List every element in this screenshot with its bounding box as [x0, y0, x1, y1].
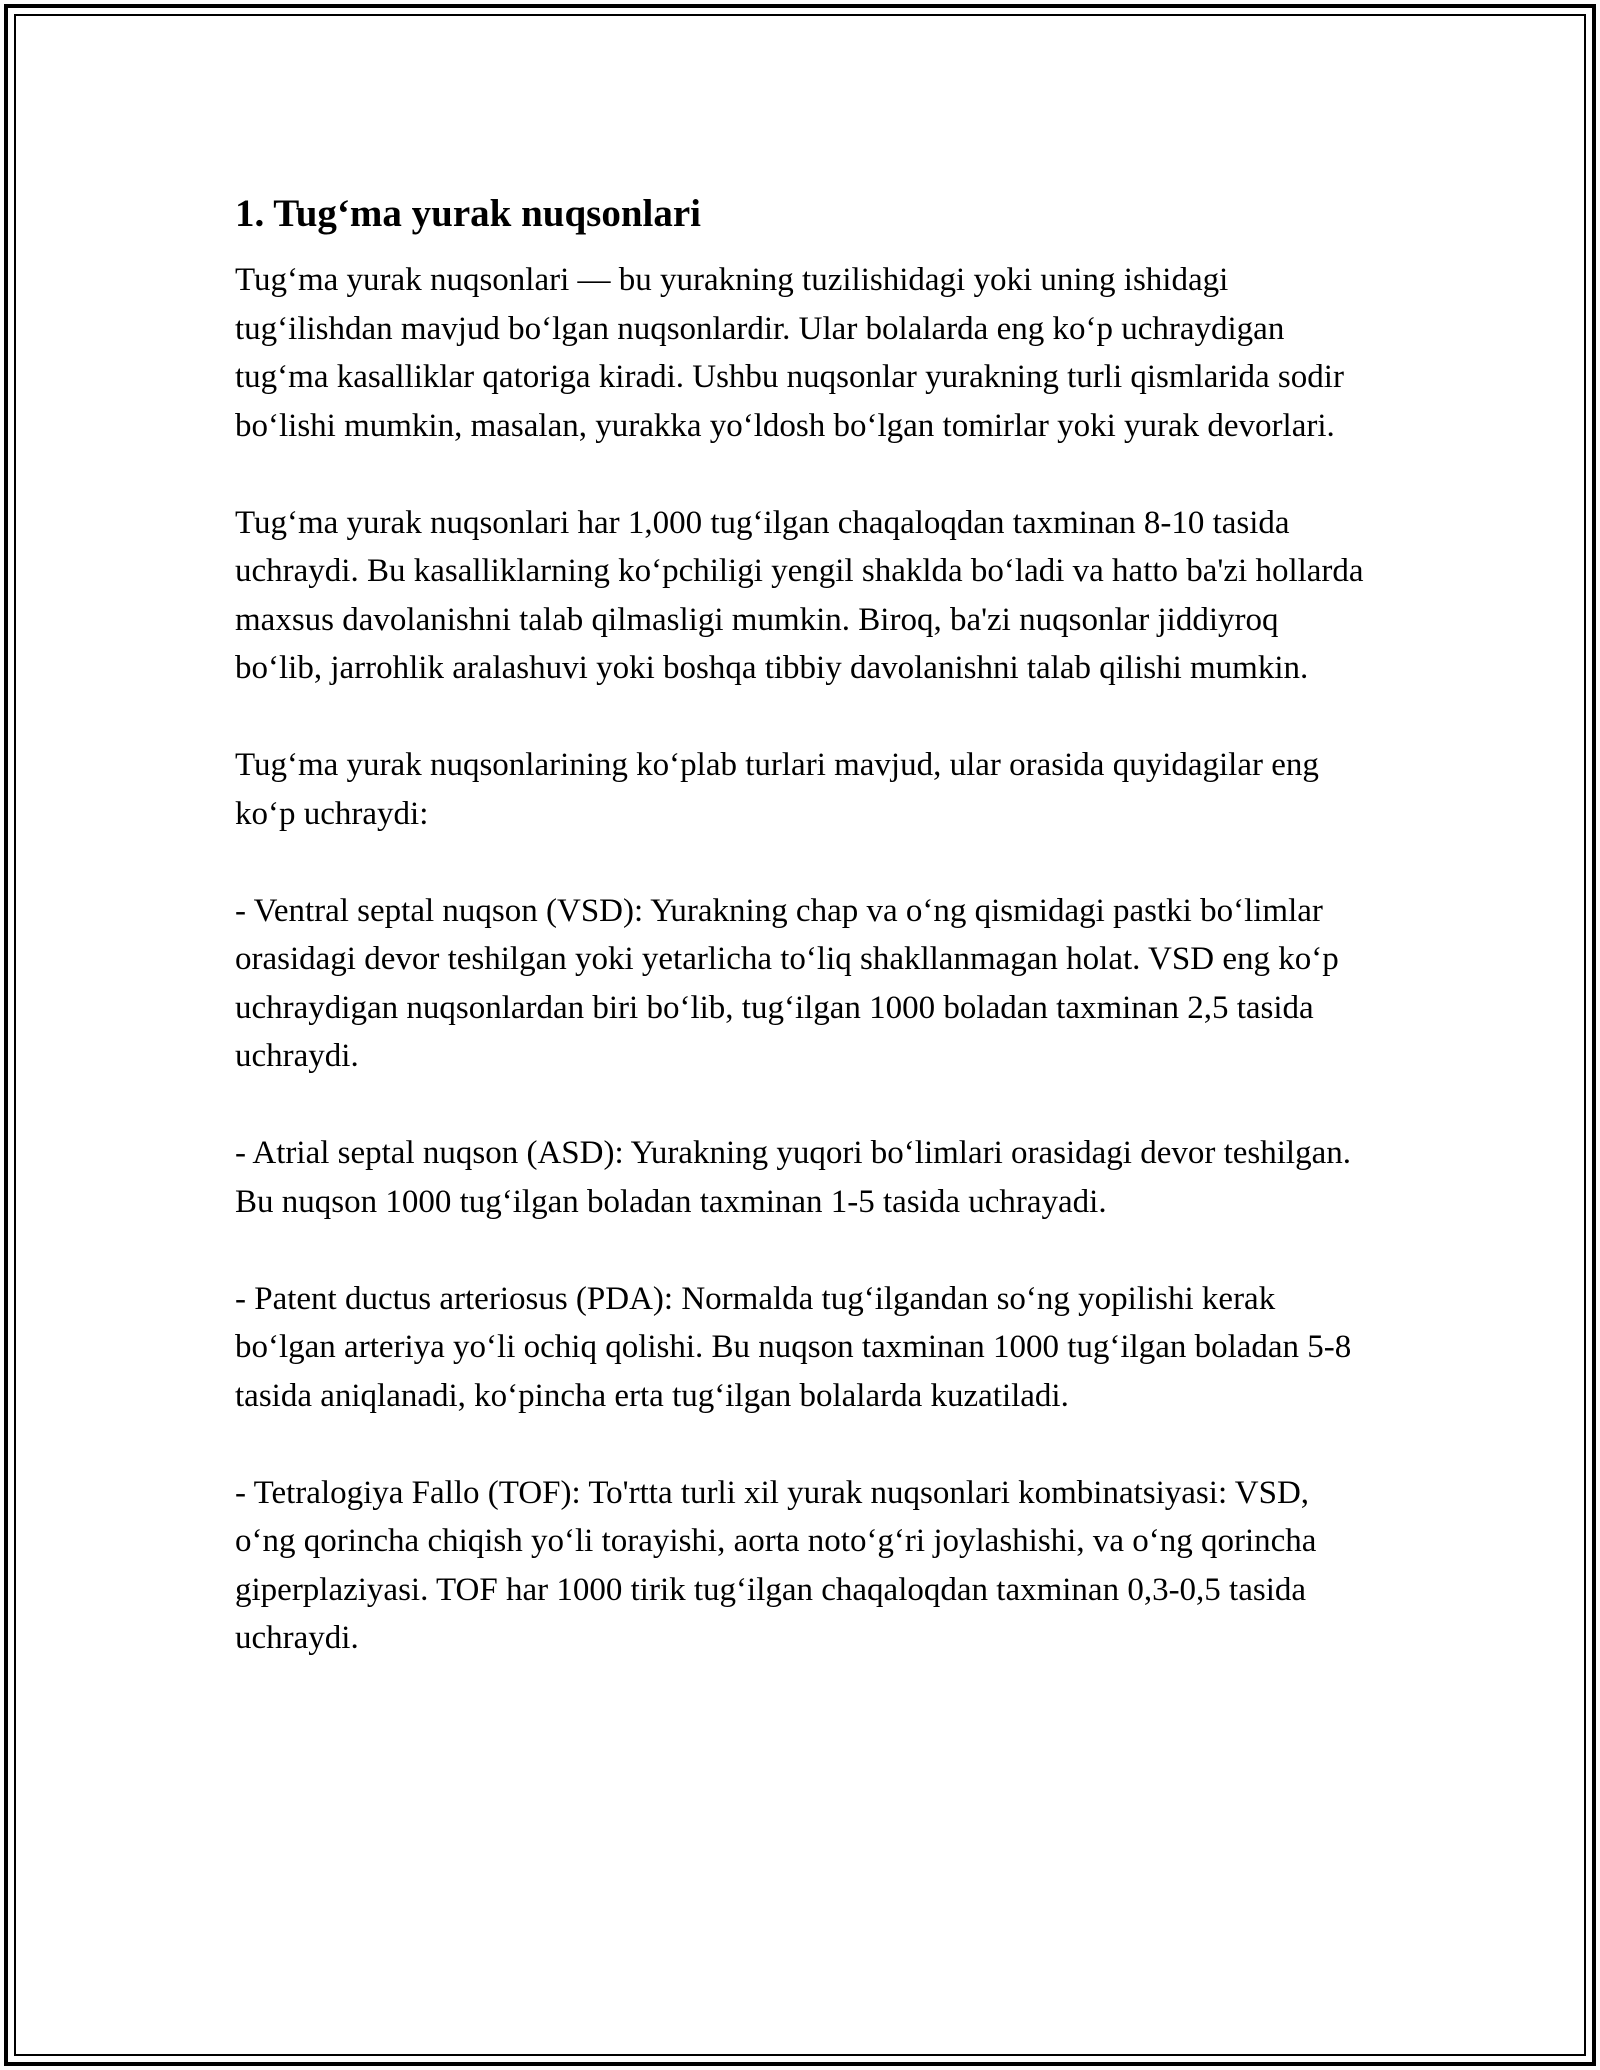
paragraph-asd: - Atrial septal nuqson (ASD): Yurakning yuqori bo‘limlari orasidagi devor teshilgan. Bu nuqson 1000 tug‘ilgan boladan taxminan 1-5 tasida uchrayadi. — [235, 1135, 1351, 1220]
paragraph-prevalence: Tug‘ma yurak nuqsonlari har 1,000 tug‘ilgan chaqaloqdan taxminan 8-10 tasida uchraydi. Bu kasalliklarning ko‘pchiligi yengil shaklda bo‘ladi va hatto ba'zi hollarda maxsus davolanishni talab qilmasligi mumkin. Biroq, ba'zi nuqsonlar jiddiyroq bo‘lib, jarrohlik aralashuvi yoki boshqa tibbiy davolanishni talab qilishi mumkin. — [235, 504, 1364, 686]
paragraph-vsd: - Ventral septal nuqson (VSD): Yurakning chap va o‘ng qismidagi pastki bo‘limlar orasidagi devor teshilgan yoki yetarlicha to‘liq shakllanmagan holat. VSD eng ko‘p uchraydigan nuqsonlardan biri bo‘lib, tug‘ilgan 1000 boladan taxminan 2,5 tasida uchraydi. — [235, 892, 1339, 1074]
paragraph-tof: - Tetralogiya Fallo (TOF): To'rtta turli xil yurak nuqsonlari kombinatsiyasi: VSD, o‘ng qorincha chiqish yo‘li torayishi, aorta noto‘g‘ri joylashishi, va o‘ng qorincha giperplaziyasi. TOF har 1000 tirik tug‘ilgan chaqaloqdan taxminan 0,3-0,5 tasida uchraydi. — [235, 1474, 1317, 1656]
section-heading: 1. Tug‘ma yurak nuqsonlari — [235, 192, 702, 235]
paragraph-intro: Tug‘ma yurak nuqsonlari — bu yurakning tuzilishidagi yoki uning ishidagi tug‘ilishdan mavjud bo‘lgan nuqsonlardir. Ular bolalarda eng ko‘p uchraydigan tug‘ma kasalliklar qatoriga kiradi. Ushbu nuqsonlar yurakning turli qismlarida sodir bo‘lishi mumkin, masalan, yurakka yo‘ldosh bo‘lgan tomirlar yoki yurak devorlari. — [235, 262, 1344, 444]
paragraph-pda: - Patent ductus arteriosus (PDA): Normalda tug‘ilgandan so‘ng yopilishi kerak bo‘lgan arteriya yo‘li ochiq qolishi. Bu nuqson taxminan 1000 tug‘ilgan boladan 5-8 tasida aniqlanadi, ko‘pincha erta tug‘ilgan bolalarda kuzatiladi. — [235, 1280, 1352, 1414]
paragraph-types-intro: Tug‘ma yurak nuqsonlarining ko‘plab turlari mavjud, ular orasida quyidagilar eng ko‘p uchraydi: — [235, 747, 1319, 832]
document-body — [235, 186, 1365, 1663]
